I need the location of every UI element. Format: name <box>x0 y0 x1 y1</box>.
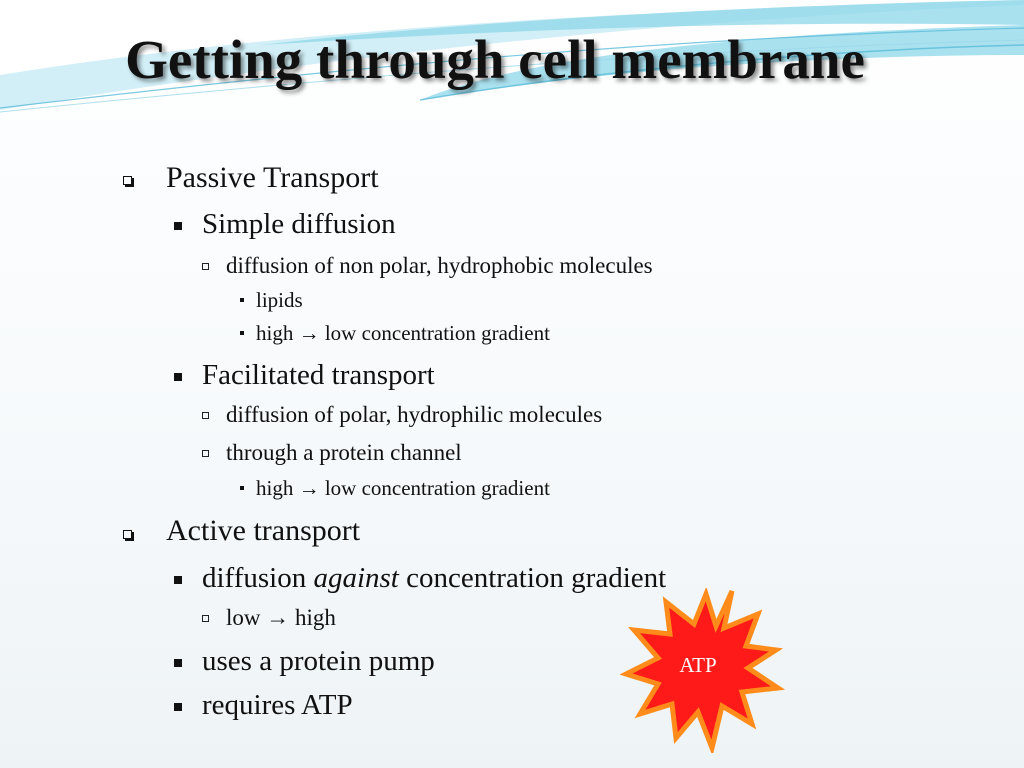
level1-bullet-icon <box>123 176 132 185</box>
against-emphasis-text: against <box>313 562 399 594</box>
low-high-item: low → high <box>226 605 336 630</box>
level2-bullet-icon <box>174 659 182 667</box>
slide-title: Getting through cell membrane <box>125 29 865 90</box>
level4-bullet-icon <box>240 331 244 335</box>
level2-bullet-icon <box>174 703 182 711</box>
level3-bullet-icon <box>202 615 209 622</box>
protein-channel-item: through a protein channel <box>226 440 462 465</box>
level3-bullet-icon <box>202 263 209 270</box>
level4-bullet-icon <box>240 486 244 490</box>
against-gradient-item <box>202 562 666 595</box>
gradient-item: high → low concentration gradient <box>256 476 550 500</box>
passive-transport-heading: Passive Transport <box>166 161 379 194</box>
requires-atp-item: requires ATP <box>202 689 353 721</box>
level3-bullet-icon <box>202 412 209 419</box>
level3-bullet-icon <box>202 450 209 457</box>
atp-label: ATP <box>679 653 717 677</box>
polar-diffusion-item: diffusion of polar, hydrophilic molecules <box>226 402 603 427</box>
lipids-item: lipids <box>256 288 303 312</box>
nonpolar-diffusion-item: diffusion of non polar, hydrophobic molecules <box>226 253 653 278</box>
level2-bullet-icon <box>174 576 182 584</box>
level2-bullet-icon <box>174 373 182 381</box>
against-before-text: diffusion <box>202 562 314 594</box>
gradient-item: high → low concentration gradient <box>256 321 550 345</box>
level1-bullet-icon <box>123 530 132 539</box>
active-transport-heading: Active transport <box>166 514 361 547</box>
facilitated-transport-item: Facilitated transport <box>202 359 435 391</box>
against-after-text: concentration gradient <box>398 562 667 594</box>
simple-diffusion-item: Simple diffusion <box>202 208 396 240</box>
level4-bullet-icon <box>240 298 244 302</box>
atp-burst-icon <box>620 588 785 753</box>
level2-bullet-icon <box>174 222 182 230</box>
protein-pump-item: uses a protein pump <box>202 645 435 677</box>
